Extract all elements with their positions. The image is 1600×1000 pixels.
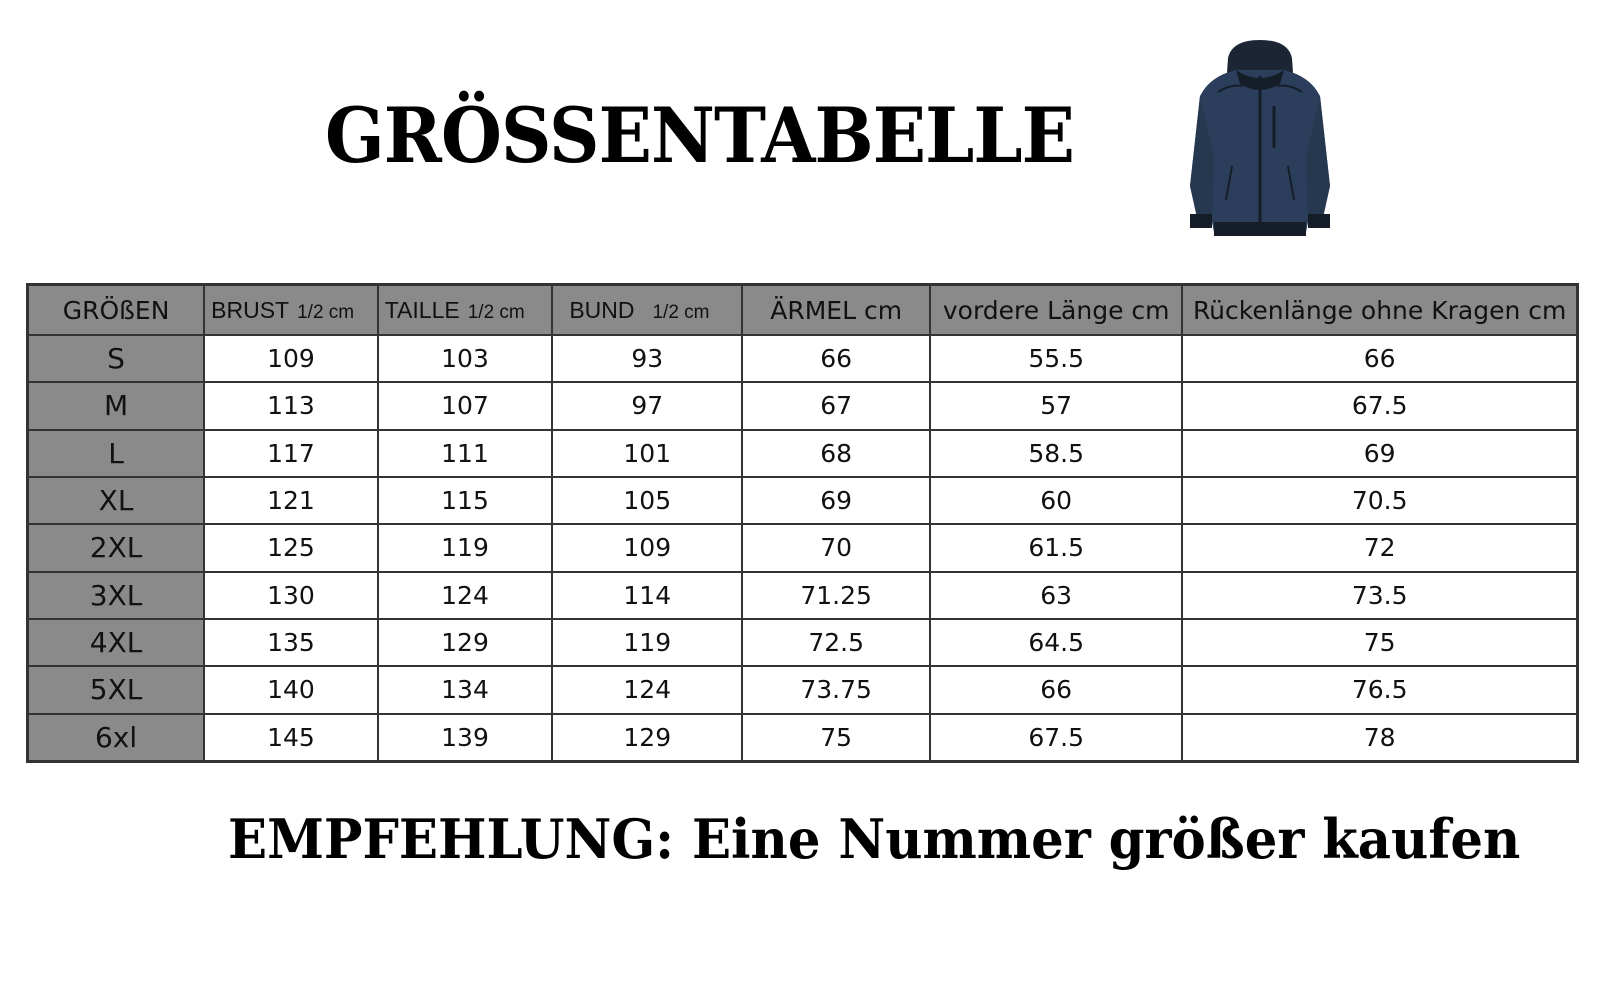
- cell-size: S: [28, 335, 205, 382]
- cell-hem: 119: [552, 619, 742, 666]
- cell-chest: 135: [204, 619, 378, 666]
- table-row: [28, 430, 1578, 477]
- cell-waist: 139: [378, 714, 553, 762]
- table-row: [28, 714, 1578, 762]
- header-sizes: GRÖßEN: [28, 285, 205, 336]
- cell-waist: 111: [378, 430, 553, 477]
- cell-sleeve: 73.75: [742, 666, 930, 713]
- cell-hem: 97: [552, 382, 742, 429]
- cell-back-length: 69: [1182, 430, 1577, 477]
- table-row: [28, 619, 1578, 666]
- cell-waist: 103: [378, 335, 553, 382]
- cell-chest: 145: [204, 714, 378, 762]
- cell-sleeve: 72.5: [742, 619, 930, 666]
- cell-front-length: 57: [930, 382, 1182, 429]
- cell-sleeve: 70: [742, 524, 930, 571]
- size-table: [26, 283, 1579, 763]
- header-waist: TAILLE 1/2 cm: [378, 285, 553, 336]
- cell-size: 6xl: [28, 714, 205, 762]
- cell-size: 4XL: [28, 619, 205, 666]
- cell-chest: 125: [204, 524, 378, 571]
- cell-sleeve: 66: [742, 335, 930, 382]
- cell-back-length: 67.5: [1182, 382, 1577, 429]
- header-sleeve: ÄRMEL cm: [742, 285, 930, 336]
- table-row: [28, 335, 1578, 382]
- table-row: [28, 382, 1578, 429]
- cell-back-length: 72: [1182, 524, 1577, 571]
- cell-front-length: 67.5: [930, 714, 1182, 762]
- cell-size: 5XL: [28, 666, 205, 713]
- header-hem: BUND 1/2 cm: [552, 285, 742, 336]
- jacket-icon: [1170, 36, 1350, 258]
- cell-front-length: 55.5: [930, 335, 1182, 382]
- cell-back-length: 70.5: [1182, 477, 1577, 524]
- cell-waist: 129: [378, 619, 553, 666]
- cell-sleeve: 71.25: [742, 572, 930, 619]
- cell-size: L: [28, 430, 205, 477]
- cell-size: M: [28, 382, 205, 429]
- header-chest: BRUST 1/2 cm: [204, 285, 378, 336]
- page-title: GRÖSSENTABELLE: [325, 91, 1074, 180]
- header-back-length: Rückenlänge ohne Kragen cm: [1182, 285, 1577, 336]
- cell-hem: 93: [552, 335, 742, 382]
- cell-back-length: 76.5: [1182, 666, 1577, 713]
- cell-back-length: 78: [1182, 714, 1577, 762]
- header-front-length: vordere Länge cm: [930, 285, 1182, 336]
- cell-front-length: 61.5: [930, 524, 1182, 571]
- cell-front-length: 66: [930, 666, 1182, 713]
- cell-back-length: 66: [1182, 335, 1577, 382]
- cell-waist: 107: [378, 382, 553, 429]
- cell-front-length: 63: [930, 572, 1182, 619]
- cell-size: 2XL: [28, 524, 205, 571]
- cell-chest: 117: [204, 430, 378, 477]
- cell-hem: 114: [552, 572, 742, 619]
- cell-chest: 130: [204, 572, 378, 619]
- cell-hem: 105: [552, 477, 742, 524]
- cell-back-length: 73.5: [1182, 572, 1577, 619]
- table-row: [28, 572, 1578, 619]
- cell-size: 3XL: [28, 572, 205, 619]
- cell-hem: 124: [552, 666, 742, 713]
- cell-front-length: 58.5: [930, 430, 1182, 477]
- cell-chest: 140: [204, 666, 378, 713]
- cell-waist: 124: [378, 572, 553, 619]
- cell-hem: 101: [552, 430, 742, 477]
- cell-sleeve: 69: [742, 477, 930, 524]
- cell-hem: 129: [552, 714, 742, 762]
- cell-sleeve: 75: [742, 714, 930, 762]
- cell-chest: 113: [204, 382, 378, 429]
- cell-waist: 134: [378, 666, 553, 713]
- cell-chest: 121: [204, 477, 378, 524]
- cell-sleeve: 67: [742, 382, 930, 429]
- cell-front-length: 64.5: [930, 619, 1182, 666]
- cell-size: XL: [28, 477, 205, 524]
- table-row: [28, 666, 1578, 713]
- recommendation-text: EMPFEHLUNG: Eine Nummer größer kaufen: [228, 807, 1521, 871]
- table-header-row: [28, 285, 1578, 336]
- table-row: [28, 524, 1578, 571]
- cell-waist: 115: [378, 477, 553, 524]
- table-row: [28, 477, 1578, 524]
- cell-hem: 109: [552, 524, 742, 571]
- cell-waist: 119: [378, 524, 553, 571]
- cell-front-length: 60: [930, 477, 1182, 524]
- cell-back-length: 75: [1182, 619, 1577, 666]
- cell-sleeve: 68: [742, 430, 930, 477]
- cell-chest: 109: [204, 335, 378, 382]
